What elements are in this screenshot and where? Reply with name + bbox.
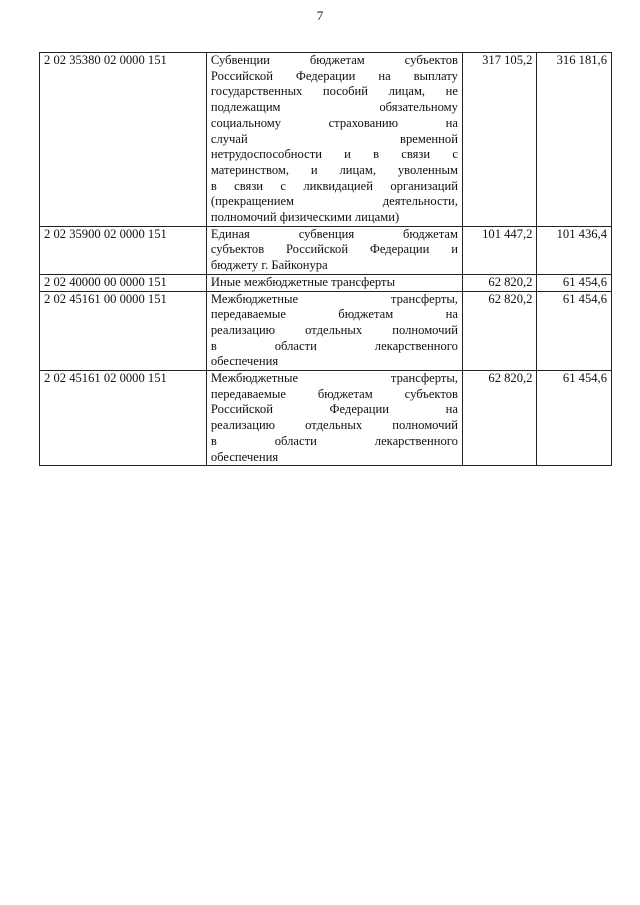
item-name-line: Единая субвенция бюджетам [210, 226, 458, 241]
item-name-line: Межбюджетные трансферты, [210, 371, 458, 386]
item-name-cell [206, 226, 462, 274]
item-name-line: социальному страхованию на [210, 115, 458, 130]
page-number: 7 [316, 8, 324, 23]
budget-code-cell: 2 02 35380 02 0000 151 [40, 53, 207, 227]
amount-year1-cell: 101 447,2 [462, 226, 537, 274]
amount-year2-cell: 61 454,6 [537, 291, 612, 371]
amount-year1-cell: 317 105,2 [462, 53, 537, 227]
item-name-line: реализацию отдельных полномочий [210, 322, 458, 337]
table-row [40, 226, 612, 274]
table-row [40, 274, 612, 291]
item-name-line: подлежащим обязательному [210, 100, 458, 115]
item-name-line: в области лекарственного [210, 433, 458, 448]
item-name-line: Российской Федерации на выплату [210, 68, 458, 83]
item-name-line: нетрудоспособности и в связи с [210, 147, 458, 162]
item-name-line: полномочий физическими лицами) [210, 210, 400, 225]
item-name-line: Межбюджетные трансферты, [210, 291, 458, 306]
item-name-line: Российской Федерации на [210, 402, 458, 417]
budget-code-cell: 2 02 45161 00 0000 151 [40, 291, 207, 371]
amount-year2-cell: 101 436,4 [537, 226, 612, 274]
item-name-cell [206, 274, 462, 291]
table-body [40, 53, 612, 466]
item-name-line: бюджету г. Байконура [210, 258, 328, 273]
item-name-line: (прекращением деятельности, [210, 194, 458, 209]
budget-code-cell: 2 02 45161 02 0000 151 [40, 371, 207, 466]
amount-year1-cell: 62 820,2 [462, 371, 537, 466]
item-name-line: Иные межбюджетные трансферты [210, 274, 396, 289]
budget-code-cell: 2 02 35900 02 0000 151 [40, 226, 207, 274]
item-name-line: государственных пособий лицам, не [210, 84, 458, 99]
item-name-line: передаваемые бюджетам на [210, 307, 458, 322]
item-name-line: обеспечения [210, 449, 279, 464]
item-name-line: обеспечения [210, 354, 279, 369]
table-row [40, 371, 612, 466]
table-row [40, 53, 612, 227]
table-row [40, 291, 612, 371]
amount-year2-cell: 61 454,6 [537, 371, 612, 466]
item-name-line: реализацию отдельных полномочий [210, 418, 458, 433]
amount-year2-cell: 61 454,6 [537, 274, 612, 291]
budget-code-cell: 2 02 40000 00 0000 151 [40, 274, 207, 291]
item-name-line: передаваемые бюджетам субъектов [210, 386, 458, 401]
amount-year2-cell: 316 181,6 [537, 53, 612, 227]
item-name-line: Субвенции бюджетам субъектов [210, 53, 458, 67]
item-name-line: в области лекарственного [210, 338, 458, 353]
budget-revenue-table [39, 52, 612, 466]
item-name-cell [206, 371, 462, 466]
item-name-line: субъектов Российской Федерации и [210, 242, 458, 257]
item-name-cell [206, 53, 462, 227]
item-name-cell [206, 291, 462, 371]
item-name-line: в связи с ликвидацией организаций [210, 178, 458, 193]
amount-year1-cell: 62 820,2 [462, 291, 537, 371]
item-name-line: случай временной [210, 131, 458, 146]
amount-year1-cell: 62 820,2 [462, 274, 537, 291]
item-name-line: материнством, и лицам, уволенным [210, 162, 458, 177]
